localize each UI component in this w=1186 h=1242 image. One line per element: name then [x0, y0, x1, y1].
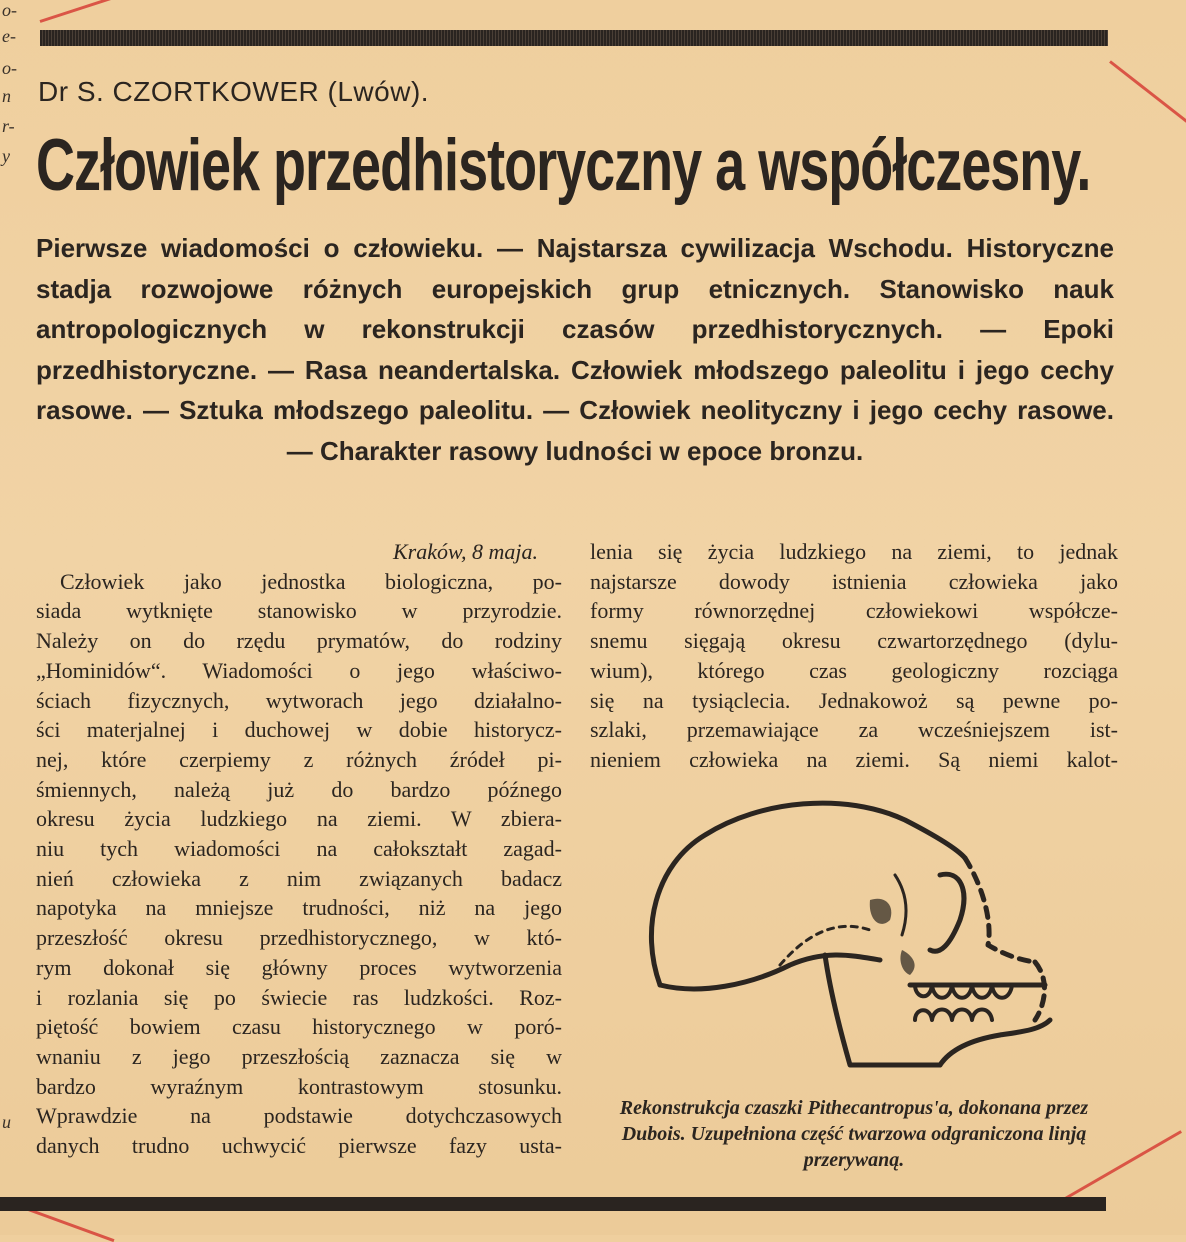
- text-line: piętość bowiem czasu historycznego w poró-: [36, 1014, 562, 1040]
- text-line: ściach fizycznych, wytworach jego działalno-: [36, 687, 562, 713]
- top-ornamental-rule: [40, 30, 1108, 46]
- text-line: nień człowieka z nim związanych badacz: [36, 865, 562, 891]
- margin-fragment: o-: [2, 58, 17, 78]
- text-line: Należy on do rzędu prymatów, do rodziny: [36, 628, 562, 654]
- margin-fragment: y: [2, 146, 10, 166]
- text-line: formy równorzędnej człowiekowi współcze-: [590, 598, 1118, 624]
- margin-fragment: e-: [2, 26, 16, 46]
- text-line: Człowiek jako jednostka biologiczna, po-: [60, 568, 562, 594]
- text-line: i rozlania się po świecie ras ludzkości. Roz-: [36, 984, 562, 1010]
- margin-fragment: n: [2, 86, 11, 106]
- text-line: śmiennych, należą już do bardzo późnego: [36, 776, 562, 802]
- text-line: rym dokonał się główny proces wytworzenia: [36, 954, 562, 980]
- text-line: napotyka na mniejsze trudności, niż na jego: [36, 895, 562, 921]
- text-line: wium), którego czas geologiczny rozciąga: [590, 657, 1118, 683]
- text-line: ści materjalnej i duchowej w dobie historycz-: [36, 717, 562, 743]
- text-line: lenia się życia ludzkiego na ziemi, to jednak: [590, 539, 1118, 564]
- article-summary: Pierwsze wiadomości o człowieku. — Najstarsza cywilizacja Wschodu. Historyczne stadja rozwojowe różnych europejskich grup etnicznych. Stanowisko nauk antropologicznych w rekonstrukcji czasów przedhistorycznych. — Epoki przedhistoryczne. — Rasa neandertalska. Człowiek młodszego paleolitu i jego cechy rasowe. — Sztuka młodszego paleolitu. — Człowiek neolityczny i jego cechy rasowe. — Charakter rasowy ludności w epoce bronzu.: [36, 233, 1114, 466]
- text-line: siada wytknięte stanowisko w przyrodzie.: [36, 598, 562, 624]
- text-line: nieniem człowieka na ziemi. Są niemi kalot-: [590, 746, 1118, 772]
- skull-illustration: [640, 780, 1060, 1080]
- text-line: niu tych wiadomości na całokształt zagad-: [36, 836, 562, 862]
- author-byline: Dr S. CZORTKOWER (Lwów).: [38, 76, 430, 107]
- text-line: bardzo wyraźnym kontrastowym stosunku.: [36, 1073, 562, 1099]
- margin-fragment: o-: [2, 0, 17, 20]
- text-line: okresu życia ludzkiego na ziemi. W zbiera-: [36, 806, 562, 832]
- text-line: snemu sięgają okresu czwartorzędnego (dylu-: [590, 628, 1118, 654]
- text-line: wnaniu z jego przeszłością zaznacza się w: [36, 1043, 562, 1069]
- text-line: „Hominidów“. Wiadomości o jego właściwo-: [36, 657, 562, 683]
- figure-caption: Rekonstrukcja czaszki Pithecantropus'a, dokonana przez Dubois. Uzupełniona część twarzowa odgraniczona linją przerywaną.: [619, 1097, 1089, 1171]
- text-line: Wprawdzie na podstawie dotychczasowych: [36, 1103, 562, 1129]
- margin-fragment: r-: [2, 116, 15, 136]
- margin-fragment: u: [2, 1112, 11, 1132]
- text-line: danych trudno uchwycić pierwsze fazy usta-: [36, 1133, 562, 1159]
- text-line: przeszłość okresu przedhistorycznego, w któ-: [36, 925, 562, 951]
- left-text-column: [36, 537, 562, 1161]
- text-line: się na tysiąclecia. Jednakowoż są pewne po-: [590, 687, 1118, 713]
- text-line: nej, które czerpiemy z różnych źródeł pi-: [36, 746, 562, 772]
- right-text-column: [590, 537, 1118, 775]
- text-line: szlaki, przemawiające za wcześniejszem ist-: [590, 717, 1118, 743]
- text-line: najstarsze dowody istnienia człowieka jako: [590, 568, 1118, 594]
- red-pencil-mark: [40, 0, 155, 23]
- red-pencil-mark: [1109, 60, 1186, 136]
- bottom-rule: [0, 1197, 1106, 1211]
- dateline: Kraków, 8 maja.: [392, 539, 538, 564]
- article-headline: Człowiek przedhistoryczny a współczesny.: [36, 125, 1091, 207]
